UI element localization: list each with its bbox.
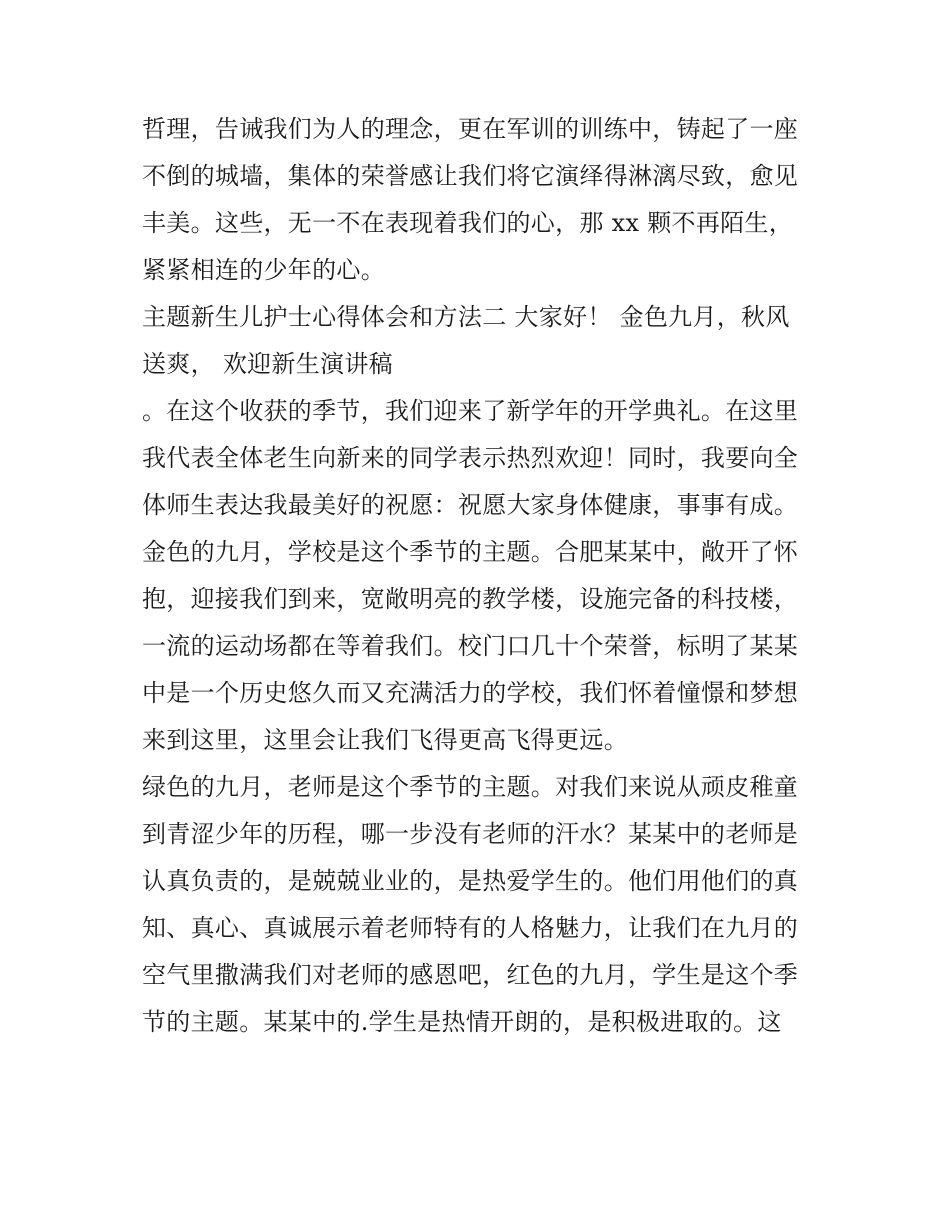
text-line: 哲理，告诫我们为人的理念，更在军训的训练中，铸起了一座 [142,115,799,143]
text-line: 来到这里，这里会让我们飞得更高飞得更远。 [142,726,628,754]
text-line: 一流的运动场都在等着我们。校门口几十个荣誉，标明了某某 [142,632,799,660]
text-line: 我代表全体老生向新来的同学表示热烈欢迎！同时，我要向全 [142,444,799,472]
text-line: 。在这个收获的季节，我们迎来了新学年的开学典礼。在这里 [142,397,799,425]
text-line: 节的主题。某某中的.学生是热情开朗的，是积极进取的。这 [142,1008,782,1036]
text-line: 丰美。这些，无一不在表现着我们的心，那 xx 颗不再陌生， [142,209,794,237]
text-line: 送爽， 欢迎新生演讲稿 [142,350,393,378]
text-line: 知、真心、真诚展示着老师特有的人格魅力，让我们在九月的 [142,914,799,942]
text-line: 认真负责的，是兢兢业业的，是热爱学生的。他们用他们的真 [142,867,799,895]
text-line: 绿色的九月，老师是这个季节的主题。对我们来说从顽皮稚童 [142,773,799,801]
text-line: 空气里撒满我们对老师的感恩吧，红色的九月，学生是这个季 [142,961,799,989]
text-line: 不倒的城墙，集体的荣誉感让我们将它演绎得淋漓尽致，愈见 [142,162,799,190]
text-line: 抱，迎接我们到来，宽敞明亮的教学楼，设施完备的科技楼， [142,585,799,613]
text-line: 到青涩少年的历程，哪一步没有老师的汗水？某某中的老师是 [142,820,799,848]
text-line: 主题新生儿护士心得体会和方法二 大家好！ 金色九月，秋风 [142,303,790,331]
text-line: 中是一个历史悠久而又充满活力的学校，我们怀着憧憬和梦想 [142,679,799,707]
text-line: 体师生表达我最美好的祝愿：祝愿大家身体健康，事事有成。 [142,491,799,519]
text-line: 紧紧相连的少年的心。 [142,256,385,284]
document-body [142,106,832,1046]
text-line: 金色的九月，学校是这个季节的主题。合肥某某中，敞开了怀 [142,538,799,566]
